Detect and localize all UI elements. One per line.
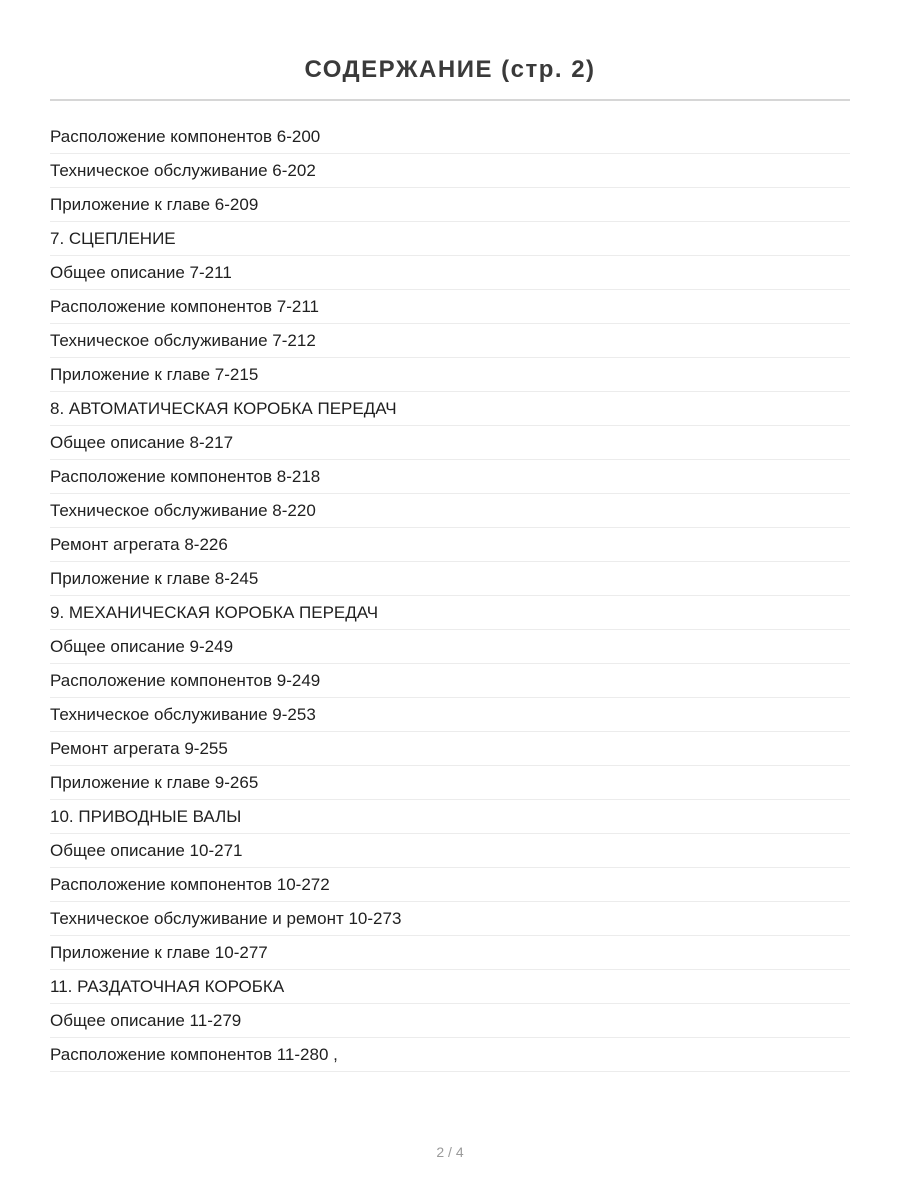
- toc-entry: 8. АВТОМАТИЧЕСКАЯ КОРОБКА ПЕРЕДАЧ: [50, 392, 850, 426]
- toc-entry: Расположение компонентов 7-211: [50, 290, 850, 324]
- toc-entry: Общее описание 8-217: [50, 426, 850, 460]
- toc-entry: Техническое обслуживание 6-202: [50, 154, 850, 188]
- toc-entry: Общее описание 10-271: [50, 834, 850, 868]
- toc-entry: Расположение компонентов 11-280 ,: [50, 1038, 850, 1072]
- toc-entry: Общее описание 7-211: [50, 256, 850, 290]
- toc-entry: Приложение к главе 7-215: [50, 358, 850, 392]
- toc-entry: Техническое обслуживание 7-212: [50, 324, 850, 358]
- toc-entry: 7. СЦЕПЛЕНИЕ: [50, 222, 850, 256]
- page-indicator: 2 / 4: [436, 1144, 464, 1160]
- title-divider: [50, 99, 850, 101]
- toc-entry: 11. РАЗДАТОЧНАЯ КОРОБКА: [50, 970, 850, 1004]
- toc-entry: Приложение к главе 10-277: [50, 936, 850, 970]
- toc-entry: Расположение компонентов 10-272: [50, 868, 850, 902]
- toc-entry: Приложение к главе 6-209: [50, 188, 850, 222]
- toc-entry: Приложение к главе 8-245: [50, 562, 850, 596]
- toc-entry: Приложение к главе 9-265: [50, 766, 850, 800]
- toc-entry: Техническое обслуживание и ремонт 10-273: [50, 902, 850, 936]
- toc-entry: 9. МЕХАНИЧЕСКАЯ КОРОБКА ПЕРЕДАЧ: [50, 596, 850, 630]
- toc-entry: 10. ПРИВОДНЫЕ ВАЛЫ: [50, 800, 850, 834]
- toc-entry: Расположение компонентов 6-200: [50, 120, 850, 154]
- toc-entry: Расположение компонентов 8-218: [50, 460, 850, 494]
- toc-entry: Общее описание 9-249: [50, 630, 850, 664]
- page-title: СОДЕРЖАНИЕ (стр. 2): [304, 56, 596, 84]
- toc-entry: Ремонт агрегата 8-226: [50, 528, 850, 562]
- toc-entry: Техническое обслуживание 8-220: [50, 494, 850, 528]
- toc-entry: Техническое обслуживание 9-253: [50, 698, 850, 732]
- toc-entry: Общее описание 11-279: [50, 1004, 850, 1038]
- toc-entry: Ремонт агрегата 9-255: [50, 732, 850, 766]
- table-of-contents: [50, 120, 850, 1072]
- toc-entry: Расположение компонентов 9-249: [50, 664, 850, 698]
